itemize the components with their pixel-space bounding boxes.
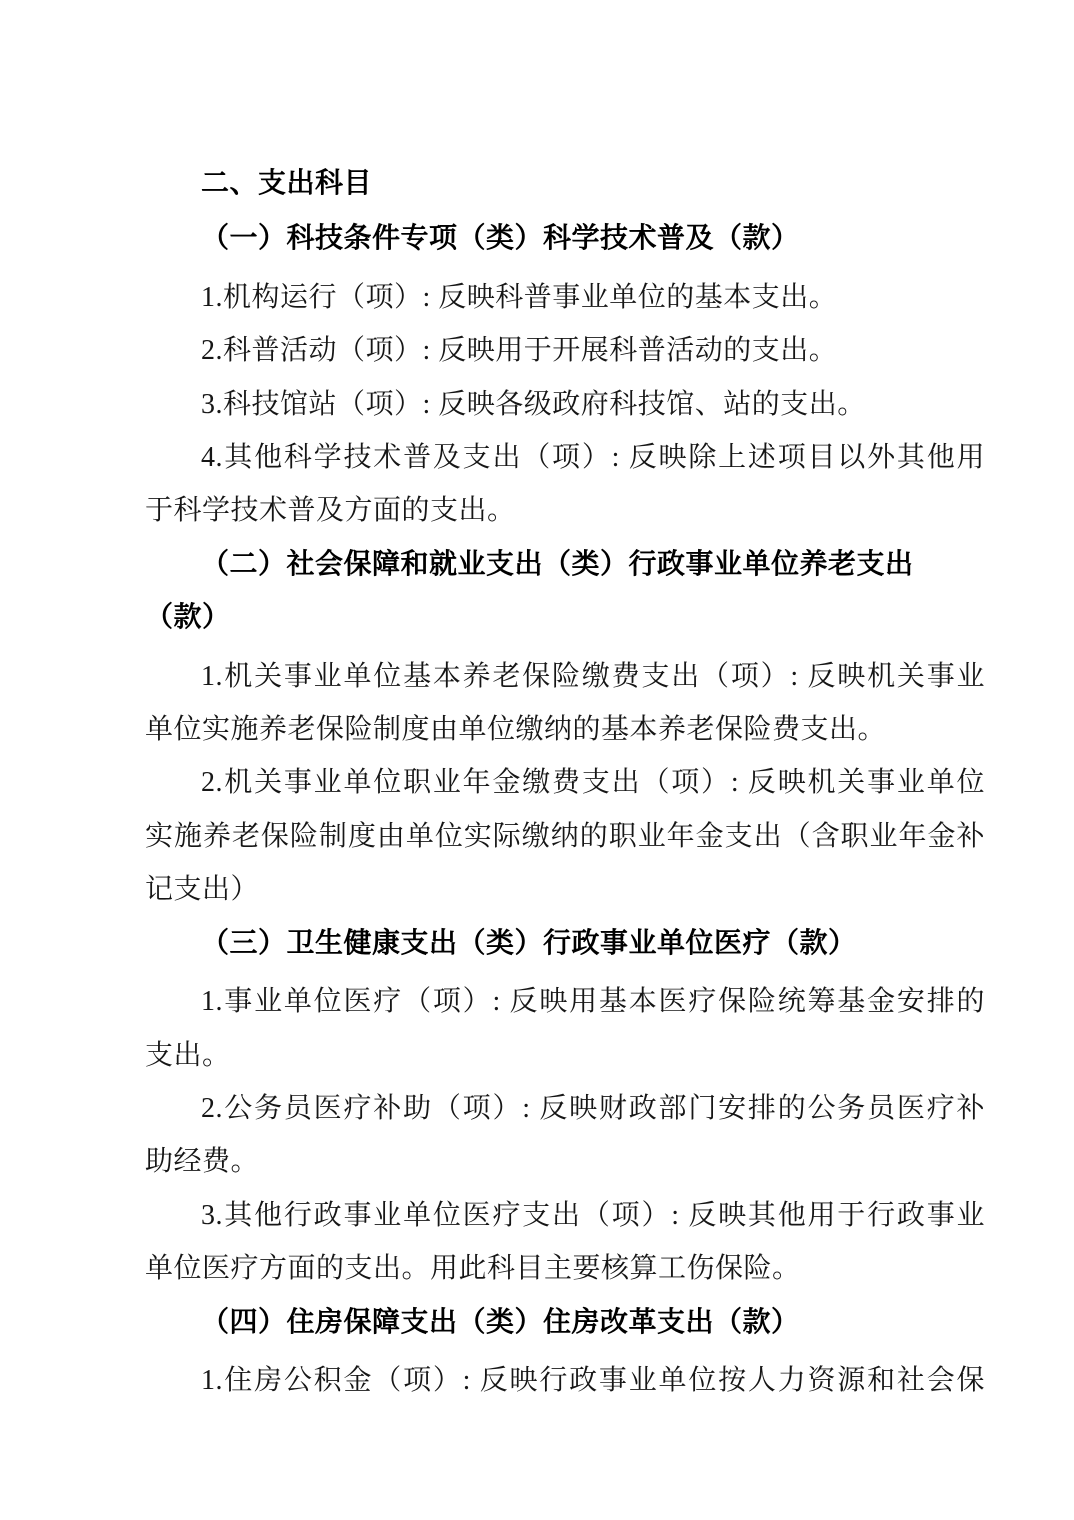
doc-paragraph-line: 4.其他科学技术普及支出（项）: 反映除上述项目以外其他用 <box>201 442 985 474</box>
doc-paragraph-line: 助经费。 <box>145 1146 260 1178</box>
doc-paragraph-line: 支出。 <box>145 1039 231 1071</box>
doc-paragraph-line: 1.机构运行（项）: 反映科普事业单位的基本支出。 <box>201 281 838 313</box>
doc-paragraph-line: 3.其他行政事业单位医疗支出（项）: 反映其他用于行政事业 <box>201 1199 985 1231</box>
doc-section-title: 二、支出科目 <box>201 168 373 199</box>
doc-subsection-heading: （二）社会保障和就业支出（类）行政事业单位养老支出（款） <box>145 548 914 634</box>
doc-paragraph-line: 单位实施养老保险制度由单位缴纳的基本养老保险费支出。 <box>145 714 887 746</box>
doc-paragraph-line: 3.科技馆站（项）: 反映各级政府科技馆、站的支出。 <box>201 388 866 420</box>
doc-subsection-heading: （三）卫生健康支出（类）行政事业单位医疗（款） <box>201 927 857 959</box>
doc-subsection-heading: （一）科技条件专项（类）科学技术普及（款） <box>201 223 800 255</box>
doc-paragraph-line: 1.住房公积金（项）: 反映行政事业单位按人力资源和社会保 <box>201 1364 985 1396</box>
doc-paragraph-line: 实施养老保险制度由单位实际缴纳的职业年金支出（含职业年金补 <box>145 820 985 852</box>
doc-paragraph-line: 记支出） <box>145 874 260 906</box>
doc-paragraph-line: 1.事业单位医疗（项）: 反映用基本医疗保险统筹基金安排的 <box>201 986 985 1018</box>
doc-paragraph-line: 单位医疗方面的支出。用此科目主要核算工伤保险。 <box>145 1253 801 1285</box>
document-body <box>145 157 985 1407</box>
doc-subsection-heading: （四）住房保障支出（类）住房改革支出（款） <box>201 1306 800 1338</box>
doc-paragraph-line: 2.科普活动（项）: 反映用于开展科普活动的支出。 <box>201 335 838 367</box>
doc-paragraph-line: 2.机关事业单位职业年金缴费支出（项）: 反映机关事业单位 <box>201 767 985 799</box>
doc-paragraph-line: 2.公务员医疗补助（项）: 反映财政部门安排的公务员医疗补 <box>201 1092 985 1124</box>
doc-paragraph-line: 1.机关事业单位基本养老保险缴费支出（项）: 反映机关事业 <box>201 660 985 692</box>
doc-paragraph-line: 于科学技术普及方面的支出。 <box>145 495 516 527</box>
